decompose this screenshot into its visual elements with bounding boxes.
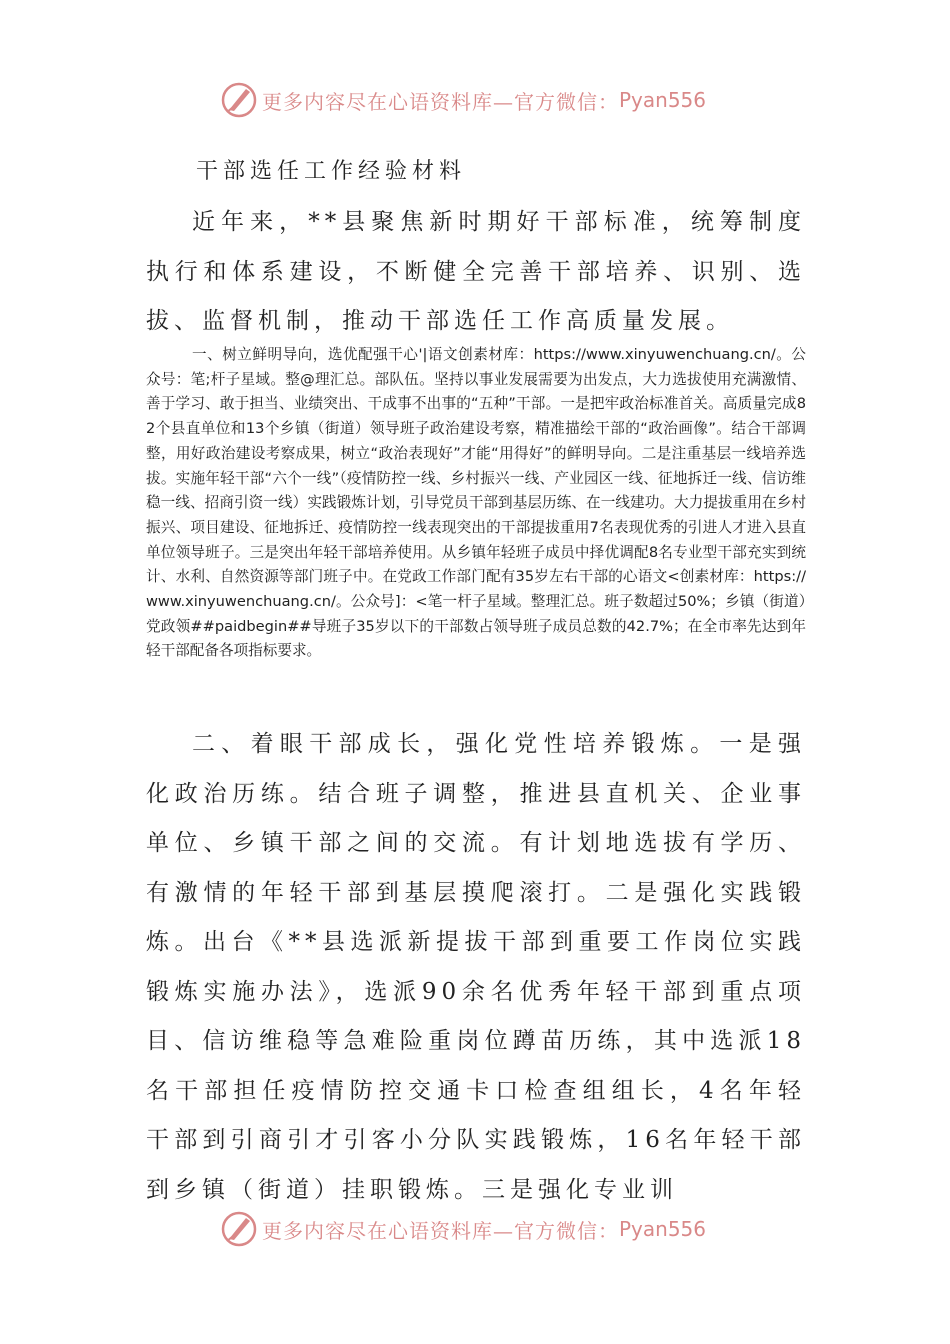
banner-wechat-id: Pyan556 [619,88,707,112]
intro-paragraph: 近年来，**县聚焦新时期好干部标准，统筹制度执行和体系建设，不断健全完善干部培养、识别、选拔、监督机制，推动干部选任工作高质量发展。 [146,209,806,334]
section-2-paragraph: 二、着眼干部成长，强化党性培养锻炼。一是强化政治历练。结合班子调整，推进县直机关、企业事单位、乡镇干部之间的交流。有计划地选拔有学历、有激情的年轻干部到基层摸爬滚打。二是强化实践锻炼。出台《**县选派新提拔干部到重要工作岗位实践锻炼实施办法》，选派90余名优秀年轻干部到重点项目、信访维稳等急难险重岗位蹲苗历练，其中选派18名干部担任疫情防控交通卡口检查组组长，4名年轻干部到引商引才引客小分队实践锻炼，16名年轻干部到乡镇（街道）挂职锻炼。三是强化专业训 [146,731,806,1203]
page-title: 干部选任工作经验材料 [196,159,467,184]
banner-text: 更多内容尽在心语资料库—官方微信： [262,89,619,114]
quill-logo-icon [220,81,258,119]
section-1-paragraph: 一、树立鲜明导向，选优配强干心'|语文创素材库：https://www.xinyuwenchuang.cn/。公众号：笔;杆子星域。整@理汇总。部队伍。坚持以事业发展需要为出发点，大力选拔使用充满激情、善于学习、敢于担当、业绩突出、干成事不出事的“五种”干部。一是把牢政治标准首关。高质量完成82个县直单位和13个乡镇（街道）领导班子政治建设考察，精准描绘干部的“政治画像”。结合干部调整，用好政治建设考察成果，树立“政治表现好”才能“用得好”的鲜明导向。二是注重基层一线培养选拔。实施年轻干部“六个一线”（疫情防控一线、乡村振兴一线、产业园区一线、征地拆迁一线、信访维稳一线、招商引资一线）实践锻炼计划，引导党员干部到基层历练、在一线建功。大力提拔重用在乡村振兴、项目建设、征地拆迁、疫情防控一线表现突出的干部提拔重用7名表现优秀的引进人才进入县直单位领导班子。三是突出年轻干部培养使用。从乡镇年轻班子成员中择优调配8名专业型干部充实到统计、水利、自然资源等部门班子中。在党政工作部门配有35岁左右干部的心语文<创素材库：https://www.xinyuwenchuang.cn/。公众号]：<笔一杆子星域。整理汇总。班子数超过50%；乡镇（街道）党政领##paidbegin##导班子35岁以下的干部数占领导班子成员总数的42.7%；在全市率先达到年轻干部配备各项指标要求。 [146,346,806,660]
watermark-banner-top [220,80,740,120]
quill-logo-icon [220,1210,258,1248]
banner-text: 更多内容尽在心语资料库—官方微信： [262,1218,619,1243]
watermark-banner-bottom [220,1209,740,1249]
banner-wechat-id: Pyan556 [619,1217,707,1241]
